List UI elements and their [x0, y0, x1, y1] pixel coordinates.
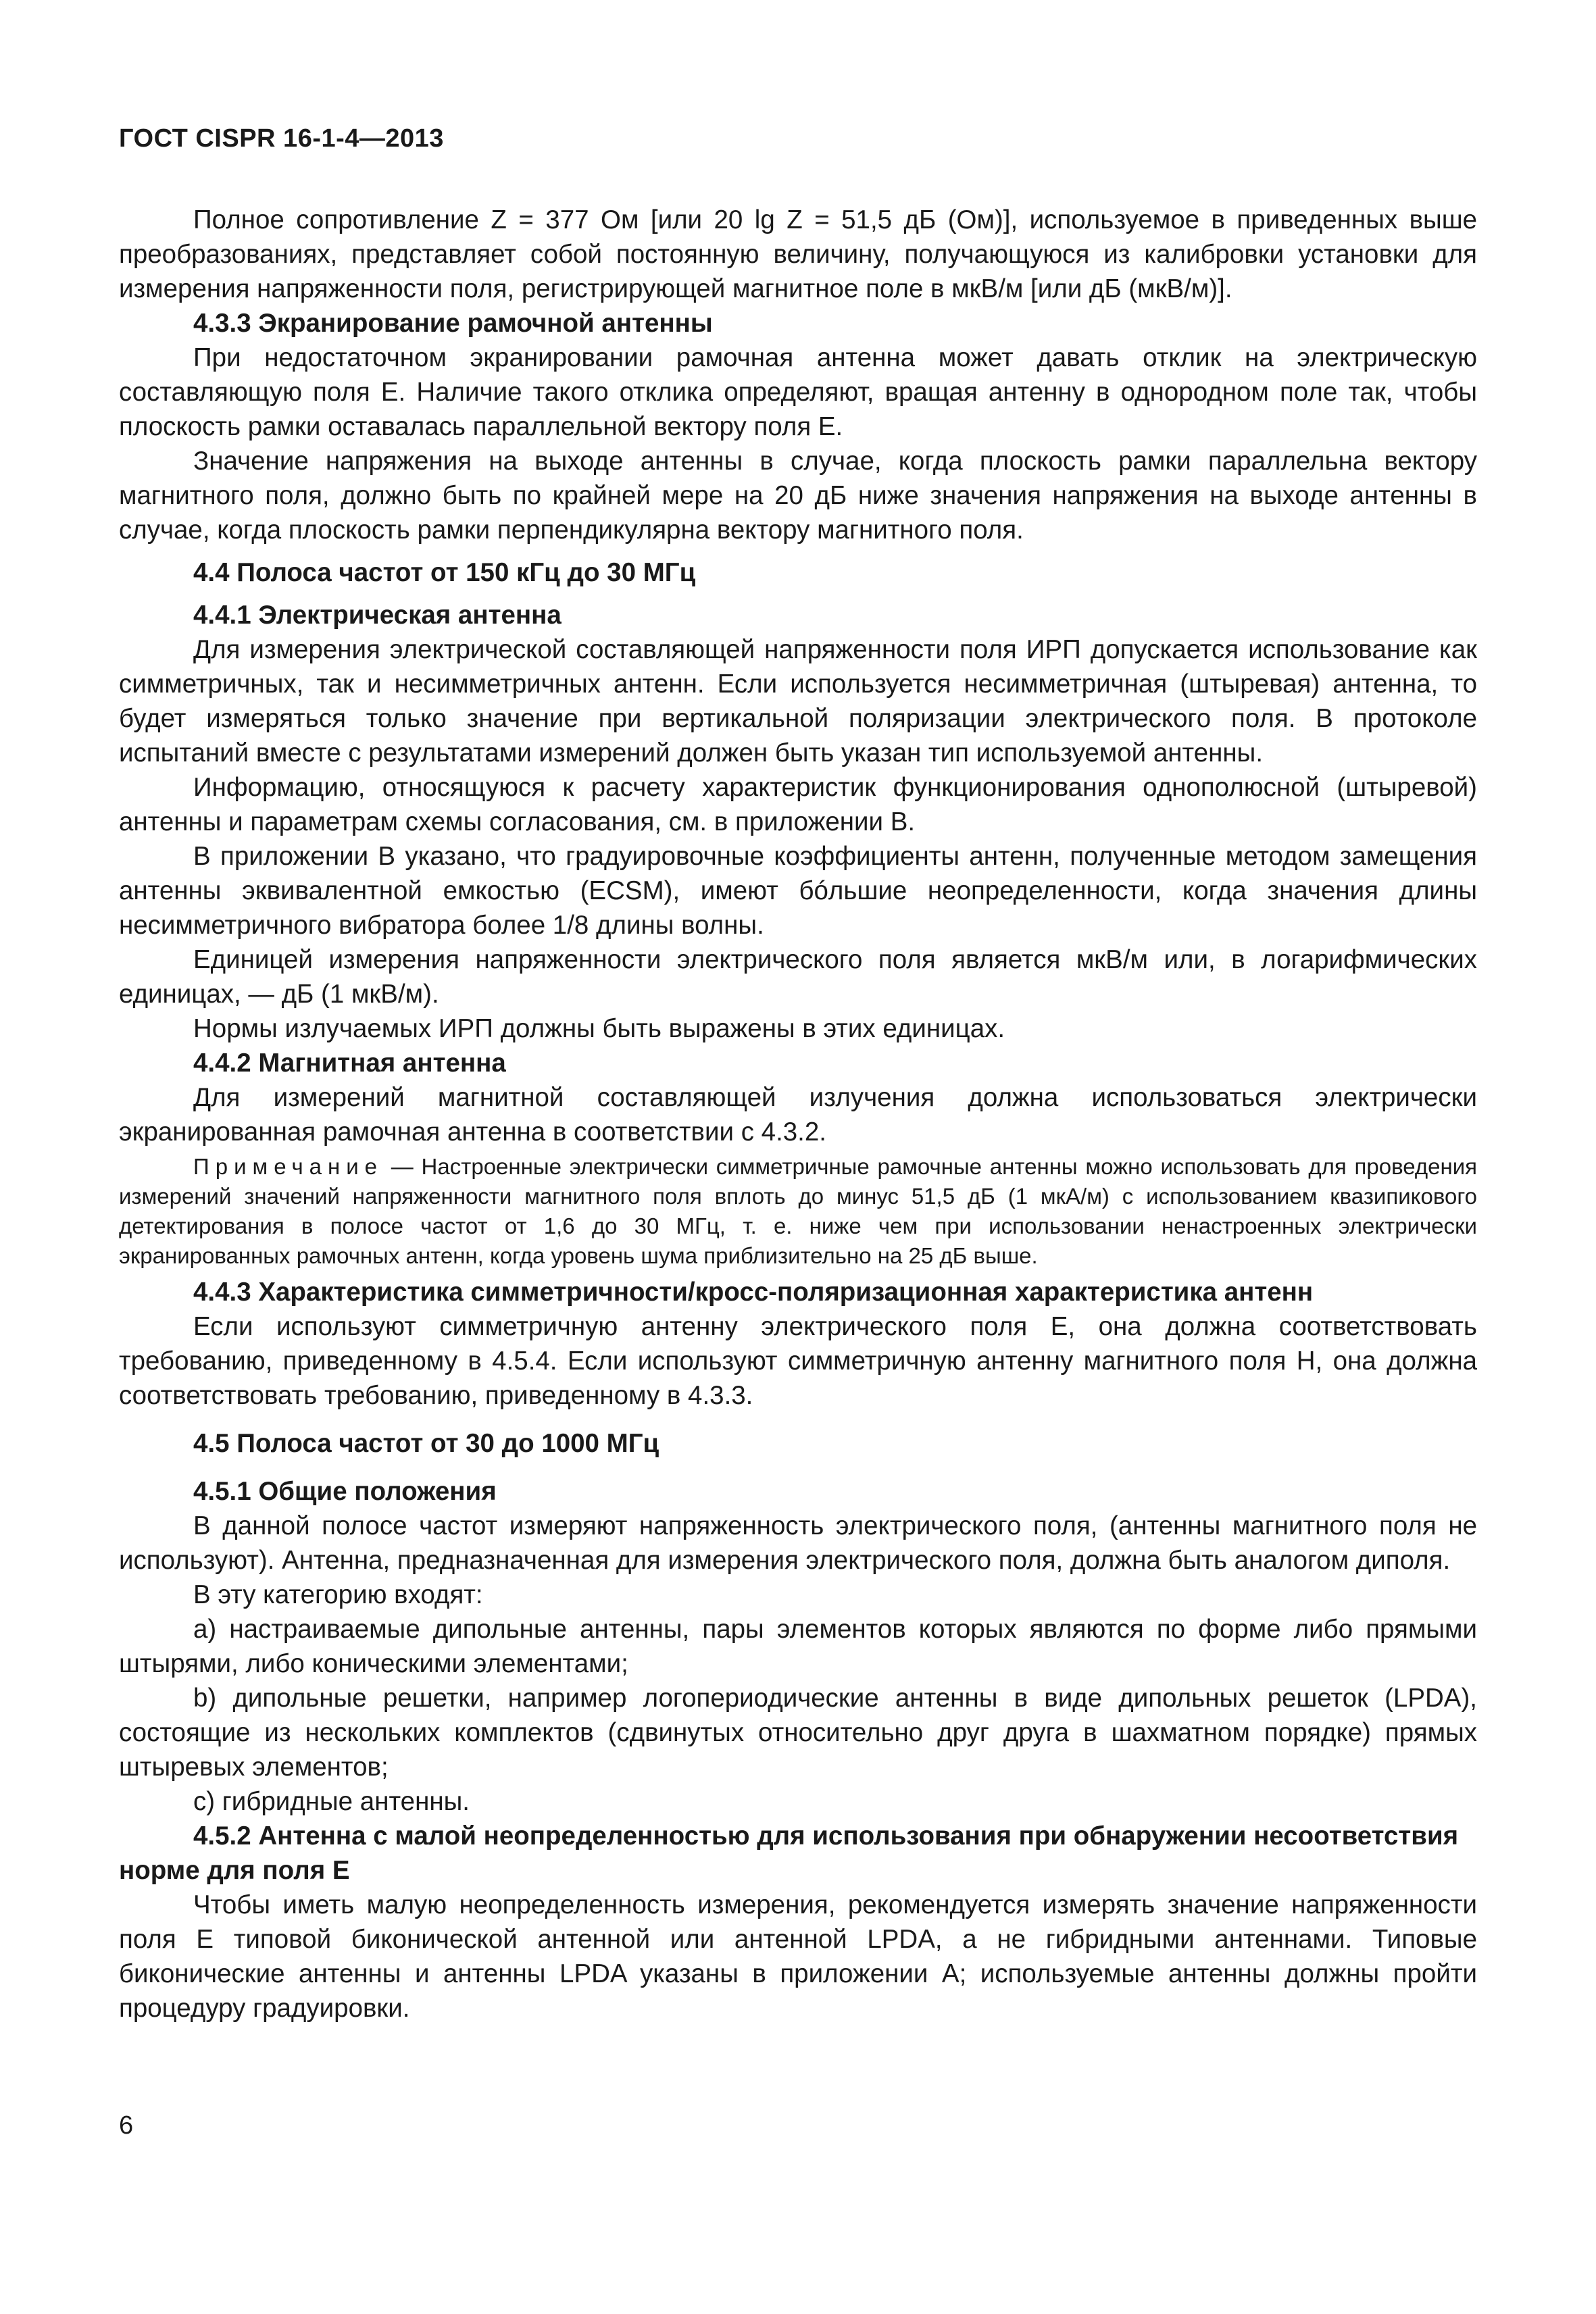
paragraph-impedance: Полное сопротивление Z = 377 Ом [или 20 lg Z = 51,5 дБ (Ом)], используемое в приведенных выше преобразованиях, представляет собой постоянную величину, получающуюся из калибровки установки для измерения напряженности поля, регистрирующей магнитное поле в мкВ/м [или дБ (мкВ/м)].: [119, 205, 1477, 303]
document-header: ГОСТ CISPR 16-1-4—2013: [119, 124, 444, 153]
paragraph-4-4-1-c: В приложении В указано, что градуировочные коэффициенты антенн, полученные методом замещения антенны эквивалентной емкостью (ECSM), имеют бóльшие неопределенности, когда значения длины несимметричного вибратора более 1/8 длины волны.: [119, 842, 1477, 940]
paragraph-4-4-1-e: Нормы излучаемых ИРП должны быть выражены в этих единицах.: [193, 1014, 1005, 1043]
page-number: 6: [119, 2111, 134, 2140]
paragraph-4-5-1-b: В эту категорию входят:: [193, 1580, 483, 1609]
list-item-b: b) дипольные решетки, например логопериодические антенны в виде дипольных решеток (LPDA), состоящие из нескольких комплектов (сдвинутых относительно друг друга в шахматном порядке) прямых штыревых элементов;: [119, 1684, 1477, 1782]
heading-4-5-1: 4.5.1 Общие положения: [193, 1477, 497, 1506]
paragraph-4-3-3-b: Значение напряжения на выходе антенны в случае, когда плоскость рамки параллельна вектору магнитного поля, должно быть по крайней мере на 20 дБ ниже значения напряжения на выходе антенны в случае, когда плоскость рамки перпендикулярна вектору магнитного поля.: [119, 447, 1477, 545]
paragraph-4-4-1-b: Информацию, относящуюся к расчету характеристик функционирования однополюсной (штыревой) антенны и параметрам схемы согласования, см. в приложении В.: [119, 773, 1477, 836]
paragraph-4-3-3-a: При недостаточном экранировании рамочная антенна может давать отклик на электрическую составляющую поля E. Наличие такого отклика определяют, вращая антенну в однородном поле так, чтобы плоскость рамки оставалась параллельной вектору поля E.: [119, 343, 1477, 441]
heading-4-5: 4.5 Полоса частот от 30 до 1000 МГц: [193, 1429, 659, 1458]
heading-4-4-1: 4.4.1 Электрическая антенна: [193, 601, 562, 630]
list-item-a: a) настраиваемые дипольные антенны, пары элементов которых являются по форме либо прямыми штырями, либо коническими элементами;: [119, 1615, 1477, 1678]
paragraph-4-4-1-a: Для измерения электрической составляющей напряженности поля ИРП допускается использование как симметричных, так и несимметричных антенн. Если используется несимметричная (штыревая) антенна, то будет измеряться только значение при вертикальной поляризации электрического поля. В протоколе испытаний вместе с результатами измерений должен быть указан тип используемой антенны.: [119, 635, 1477, 768]
note-text: — Настроенные электрически симметричные рамочные антенны можно использовать для проведения измерений значений напряженности магнитного поля вплоть до минус 51,5 дБ (1 мкА/м) с использованием квазипикового детектирования в полосе частот от 1,6 до 30 МГц, т. е. ниже чем при использовании ненастроенных электрически экранированных рамочных антенн, когда уровень шума приблизительно на 25 дБ выше.: [119, 1154, 1477, 1268]
heading-4-4-3: 4.4.3 Характеристика симметричности/кросс-поляризационная характеристика антенн: [193, 1278, 1314, 1307]
heading-4-4: 4.4 Полоса частот от 150 кГц до 30 МГц: [193, 558, 696, 587]
paragraph-4-5-2-a: Чтобы иметь малую неопределенность измерения, рекомендуется измерять значение напряженности поля E типовой биконической антенной или антенной LPDA, а не гибридными антеннами. Типовые биконические антенны и антенны LPDA указаны в приложении А; используемые антенны должны пройти процедуру градуировки.: [119, 1890, 1477, 2023]
list-item-c: c) гибридные антенны.: [193, 1787, 470, 1816]
note: [119, 1152, 1477, 1271]
note-label: Примечание: [193, 1154, 384, 1179]
heading-4-5-2: 4.5.2 Антенна с малой неопределенностью для использования при обнаружении несоответствия норме для поля E: [119, 1821, 1459, 1885]
paragraph-4-4-3-a: Если используют симметричную антенну электрического поля E, она должна соответствовать требованию, приведенному в 4.5.4. Если используют симметричную антенну магнитного поля H, она должна соответствовать требованию, приведенному в 4.3.3.: [119, 1312, 1477, 1410]
document-body: [119, 203, 1477, 2026]
paragraph-4-4-2-a: Для измерений магнитной составляющей излучения должна использоваться электрически экранированная рамочная антенна в соответствии с 4.3.2.: [119, 1083, 1477, 1147]
heading-4-3-3: 4.3.3 Экранирование рамочной антенны: [193, 309, 713, 338]
paragraph-4-4-1-d: Единицей измерения напряженности электрического поля является мкВ/м или, в логарифмических единицах, — дБ (1 мкВ/м).: [119, 945, 1477, 1009]
heading-4-4-2: 4.4.2 Магнитная антенна: [193, 1049, 506, 1078]
paragraph-4-5-1-a: В данной полосе частот измеряют напряженность электрического поля, (антенны магнитного поля не используют). Антенна, предназначенная для измерения электрического поля, должна быть аналогом диполя.: [119, 1511, 1477, 1575]
